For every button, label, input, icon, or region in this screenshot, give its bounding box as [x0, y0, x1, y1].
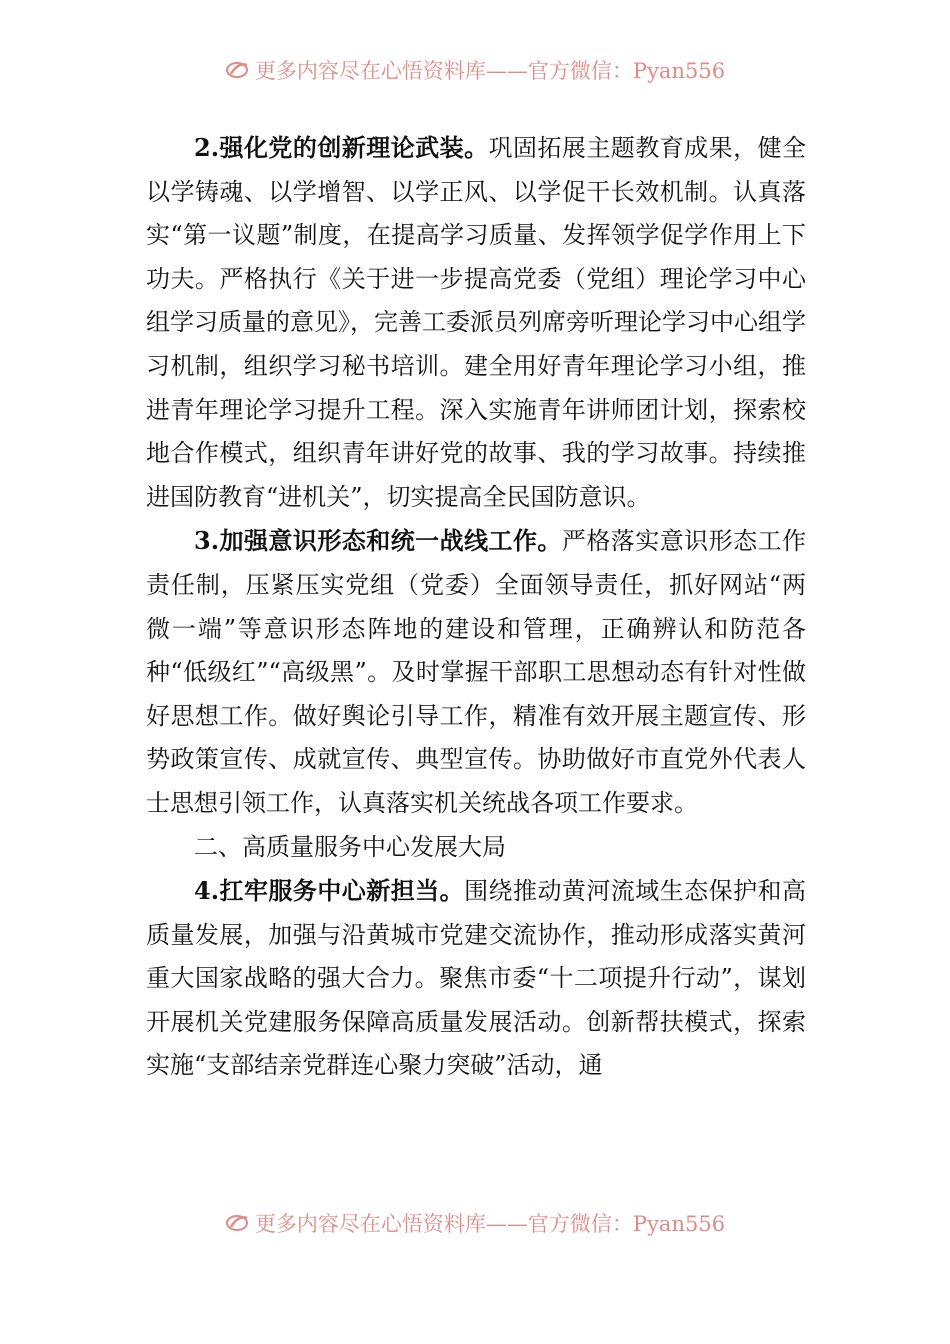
watermark-text: 更多内容尽在心悟资料库——官方微信：Pyan556: [254, 59, 726, 83]
paragraph-heading: 4.扛牢服务中心新担当。: [194, 876, 465, 906]
paragraph-4: [146, 869, 806, 1088]
logo-icon: [225, 1212, 251, 1238]
document-body: [146, 126, 806, 1088]
watermark-footer: [0, 1211, 950, 1237]
paragraph-heading: 3.加强意识形态和统一战线工作。: [194, 526, 562, 556]
logo-icon: [225, 59, 251, 85]
section-heading: [146, 826, 806, 870]
paragraph-2: [146, 126, 806, 519]
section-heading-text: 二、高质量服务中心发展大局: [194, 832, 506, 861]
watermark-text: 更多内容尽在心悟资料库——官方微信：Pyan556: [254, 1212, 726, 1236]
paragraph-text: 巩固拓展主题教育成果，健全以学铸魂、以学增智、以学正风、以学促干长效机制。认真落实“第一议题”制度，在提高学习质量、发挥领学促学作用上下功夫。严格执行《关于进一步提高党委（党组）理论学习中心组学习质量的意见》，完善工委派员列席旁听理论学习中心组学习机制，组织学习秘书培训。建全用好青年理论学习小组，推进青年理论学习提升工程。深入实施青年讲师团计划，探索校地合作模式，组织青年讲好党的故事、我的学习故事。持续推进国防教育“进机关”，切实提高全民国防意识。: [146, 134, 806, 511]
paragraph-3: [146, 519, 806, 825]
paragraph-text: 严格落实意识形态工作责任制，压紧压实党组（党委）全面领导责任，抓好网站“两微一端”等意识形态阵地的建设和管理，正确辨认和防范各种“低级红”“高级黑”。及时掌握干部职工思想动态有针对性做好思想工作。做好舆论引导工作，精准有效开展主题宣传、形势政策宣传、成就宣传、典型宣传。协助做好市直党外代表人士思想引领工作，认真落实机关统战各项工作要求。: [146, 527, 806, 817]
paragraph-text: 围绕推动黄河流域生态保护和高质量发展，加强与沿黄城市党建交流协作，推动形成落实黄河重大国家战略的强大合力。聚焦市委“十二项提升行动”，谋划开展机关党建服务保障高质量发展活动。创新帮扶模式，探索实施“支部结亲党群连心聚力突破”活动，通: [146, 877, 807, 1080]
paragraph-heading: 2.强化党的创新理论武装。: [194, 133, 489, 162]
watermark-header: [0, 58, 950, 84]
